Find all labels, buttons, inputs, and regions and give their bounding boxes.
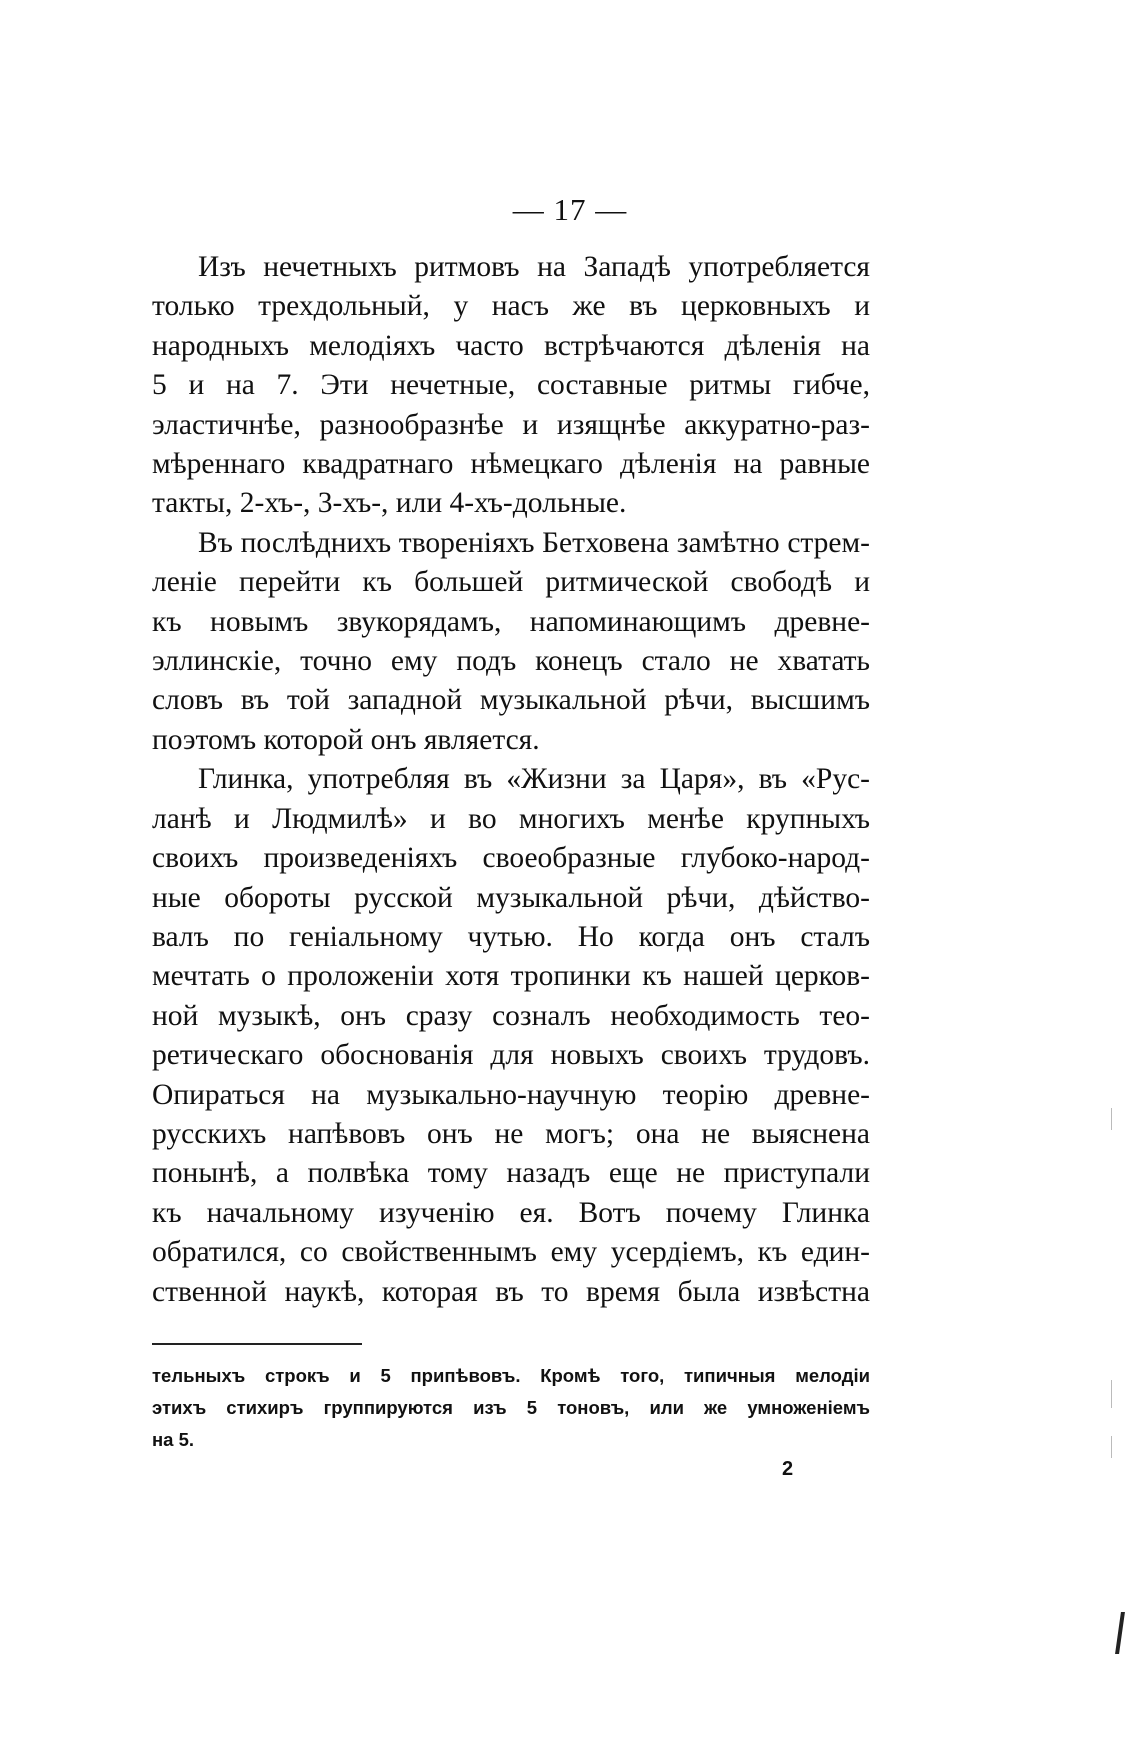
footnote-line: на 5.	[152, 1429, 195, 1450]
scan-edge-mark	[1115, 1612, 1125, 1654]
text-line: ретическаго обоснованія для новыхъ своихъ трудовъ.	[152, 1039, 870, 1072]
footnote-line: тельныхъ строкъ и 5 припѣвовъ. Кромѣ того, типичныя мелодіи	[152, 1365, 870, 1386]
text-line: Глинка, употребляя въ «Жизни за Царя», въ «Рус-	[198, 763, 870, 796]
text-line: понынѣ, а полвѣка тому назадъ еще не приступали	[152, 1157, 870, 1190]
text-line: русскихъ напѣвовъ онъ не могъ; она не выяснена	[152, 1117, 870, 1150]
text-line: словъ въ той западной музыкальной рѣчи, высшимъ	[152, 684, 870, 717]
main-text	[152, 248, 870, 1312]
footnote-divider	[152, 1343, 362, 1345]
text-line: ной музыкѣ, онъ сразу созналъ необходимость тео-	[152, 999, 870, 1032]
text-line: мечтать о проложеніи хотя тропинки къ нашей церков-	[152, 960, 870, 993]
text-line: своихъ произведеніяхъ своеобразные глубоко-народ-	[152, 842, 870, 875]
text-line: эллинскіе, точно ему подъ конецъ стало не хватать	[152, 645, 870, 678]
text-line: поэтомъ которой онъ является.	[152, 723, 540, 756]
text-line: ные обороты русской музыкальной рѣчи, дѣйство-	[152, 881, 870, 914]
text-line: валъ по геніальному чутью. Но когда онъ сталъ	[152, 920, 870, 953]
scan-edge-mark	[1111, 1380, 1112, 1408]
paragraph-3	[152, 760, 870, 1312]
text-line: Въ послѣднихъ твореніяхъ Бетховена замѣтно стрем-	[198, 526, 870, 559]
text-line: Изъ нечетныхъ ритмовъ на Западѣ употребляется	[198, 251, 870, 283]
text-line: 5 и на 7. Эти нечетные, составные ритмы гибче,	[152, 369, 870, 402]
text-line: ланѣ и Людмилѣ» и во многихъ менѣе крупныхъ	[152, 802, 870, 835]
signature-mark: 2	[782, 1458, 794, 1480]
page-number: — 17 —	[512, 192, 628, 227]
text-line: леніе перейти къ большей ритмической свободѣ и	[152, 566, 870, 599]
paragraph-1	[152, 248, 870, 524]
text-line: къ начальному изученію ея. Вотъ почему Глинка	[152, 1196, 870, 1229]
text-line: мѣреннаго квадратнаго нѣмецкаго дѣленія на равные	[152, 448, 870, 481]
footnote	[152, 1360, 870, 1456]
text-line: Опираться на музыкально-научную теорію древне-	[152, 1078, 870, 1111]
scan-edge-mark	[1111, 1436, 1112, 1458]
text-line: народныхъ мелодіяхъ часто встрѣчаются дѣленія на	[152, 329, 870, 362]
paragraph-2	[152, 524, 870, 760]
text-line: обратился, со свойственнымъ ему усердіемъ, къ един-	[152, 1236, 870, 1269]
text-line: къ новымъ звукорядамъ, напоминающимъ древне-	[152, 605, 870, 638]
footnote-line: этихъ стихиръ группируются изъ 5 тоновъ, или же умноженіемъ	[152, 1397, 870, 1418]
text-line: только трехдольный, у насъ же въ церковныхъ и	[152, 290, 870, 323]
scan-edge-mark	[1111, 1108, 1112, 1130]
text-line: ственной наукѣ, которая въ то время была извѣстна	[152, 1275, 870, 1308]
text-line: такты, 2-хъ-, 3-хъ-, или 4-хъ-дольные.	[152, 487, 627, 520]
text-line: эластичнѣе, разнообразнѣе и изящнѣе аккуратно-раз-	[152, 408, 870, 441]
